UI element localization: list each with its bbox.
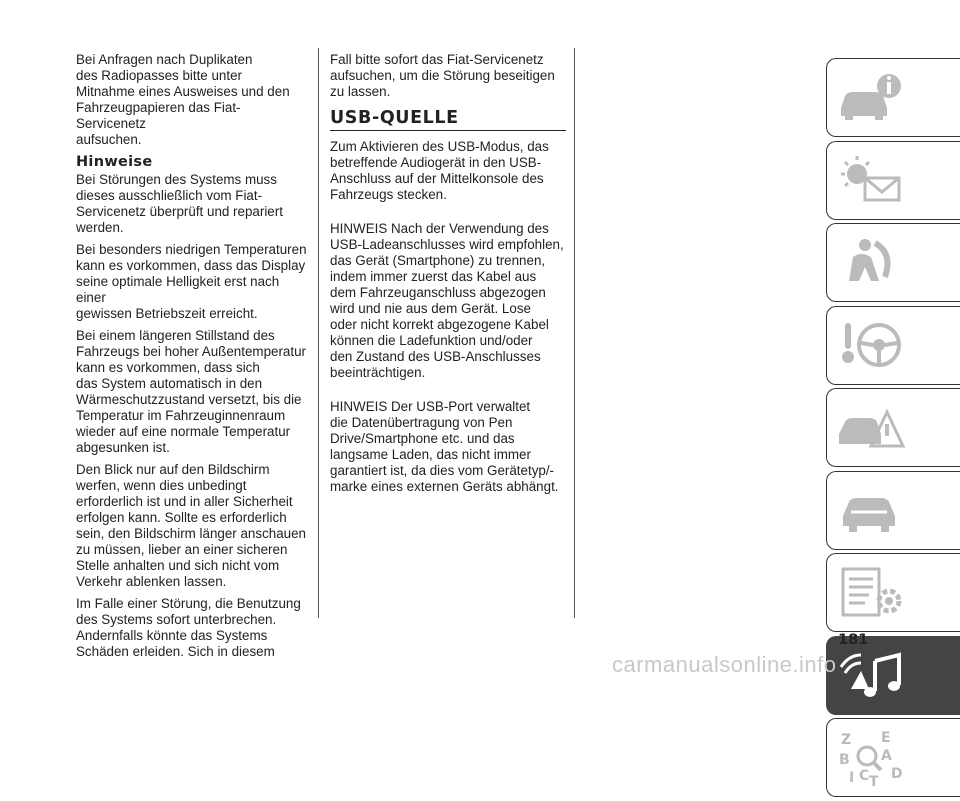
tab-technical-data[interactable] (826, 553, 960, 632)
tab-starting-driving[interactable] (826, 306, 960, 385)
left-column (76, 52, 308, 666)
tab-maintenance[interactable] (826, 471, 960, 550)
technical-data-icon (835, 563, 907, 623)
intro-paragraph: Bei Anfragen nach Duplikaten des Radiopasses bitte unter Mitnahme eines Ausweises und den Fahrzeugpapieren das Fiat-Servicenetz aufsuchen. (76, 52, 290, 147)
watermark-text: carmanualsonline.info (612, 652, 837, 677)
chapter-tabs (826, 58, 960, 801)
continuation-paragraph: Fall bitte sofort das Fiat-Servicenetz aufsuchen, um die Störung beseitigen zu lassen. (330, 52, 555, 99)
column-divider-2 (574, 48, 575, 618)
usb-section-title: USB-QUELLE (330, 110, 566, 131)
svg-text:D: D (891, 765, 903, 782)
tab-emergency[interactable] (826, 388, 960, 467)
usb-note-1: HINWEIS Nach der Verwendung des USB-Ladeanschlusses wird empfohlen, das Gerät (Smartphone) zu trennen, indem immer zuerst das Kabel aus dem Fahrzeuganschluss abgezogen wird und nie aus dem Gerät. Lose oder nicht korrekt abgezogene Kabel können die Ladefunktion und/oder den Zustand des USB-Anschlusses beeinträchtigen. (330, 221, 564, 380)
column-divider-1 (318, 48, 319, 618)
multimedia-icon (835, 645, 907, 705)
car-service-icon (835, 480, 907, 540)
car-info-icon (835, 68, 907, 128)
svg-text:Z: Z (841, 731, 852, 748)
tab-car-info[interactable] (826, 58, 960, 137)
hinweise-paragraph-4: Den Blick nur auf den Bildschirm werfen, wenn dies unbedingt erforderlich ist und in aller Sicherheit erfolgen kann. Sollte es erforderlich sein, den Bildschirm länger anschauen zu müssen, lieber an einer sicheren Stelle anhalten und sich nicht vom Verkehr ablenken lassen. (76, 462, 307, 589)
hinweise-paragraph-3: Bei einem längeren Stillstand des Fahrzeugs bei hoher Außentemperatur kann es vorkommen, dass sich das System automatisch in den Wärmeschutzzustand versetzt, bis die Temperatur im Fahrzeuginnenraum wieder auf eine normale Temperatur abgesunken ist. (76, 328, 307, 455)
usb-paragraph: Zum Aktivieren des USB-Modus, das betreffende Audiogerät in den USB- Anschluss auf der Mittelkonsole des Fahrzeugs stecken. (330, 139, 549, 202)
svg-text:I: I (849, 769, 855, 786)
tab-index[interactable] (826, 718, 960, 797)
svg-text:A: A (881, 747, 892, 764)
svg-text:T: T (869, 773, 879, 788)
steering-key-icon (835, 315, 907, 375)
safety-seat-icon (835, 233, 907, 293)
warning-lights-icon (835, 150, 907, 210)
right-column (330, 52, 566, 501)
hinweise-paragraph-2: Bei besonders niedrigen Temperaturen kann es vorkommen, dass das Display seine optimale Helligkeit erst nach einer gewissen Betriebszeit erreicht. (76, 242, 307, 321)
usb-note-2: HINWEIS Der USB-Port verwaltet die Datenübertragung von Pen Drive/Smartphone etc. und das langsame Laden, das nicht immer garantiert ist, da dies vom Gerätetyp/- marke eines externen Geräts abhängt. (330, 399, 559, 494)
hinweise-paragraph-1: Bei Störungen des Systems muss dieses ausschließlich vom Fiat- Servicenetz überprüft und repariert werden. (76, 172, 283, 235)
svg-text:B: B (839, 751, 850, 768)
svg-text:E: E (881, 729, 891, 746)
index-icon (835, 728, 907, 788)
svg-text:C: C (859, 767, 870, 784)
tab-safety[interactable] (826, 223, 960, 302)
page-number: 181 (838, 632, 869, 648)
hinweise-paragraph-5: Im Falle einer Störung, die Benutzung des Systems sofort unterbrechen. Andernfalls könnte das Systems Schäden erleiden. Sich in diesem (76, 596, 301, 659)
breakdown-icon (835, 398, 907, 458)
hinweise-heading: Hinweise (76, 154, 153, 170)
tab-warning-lights[interactable] (826, 141, 960, 220)
